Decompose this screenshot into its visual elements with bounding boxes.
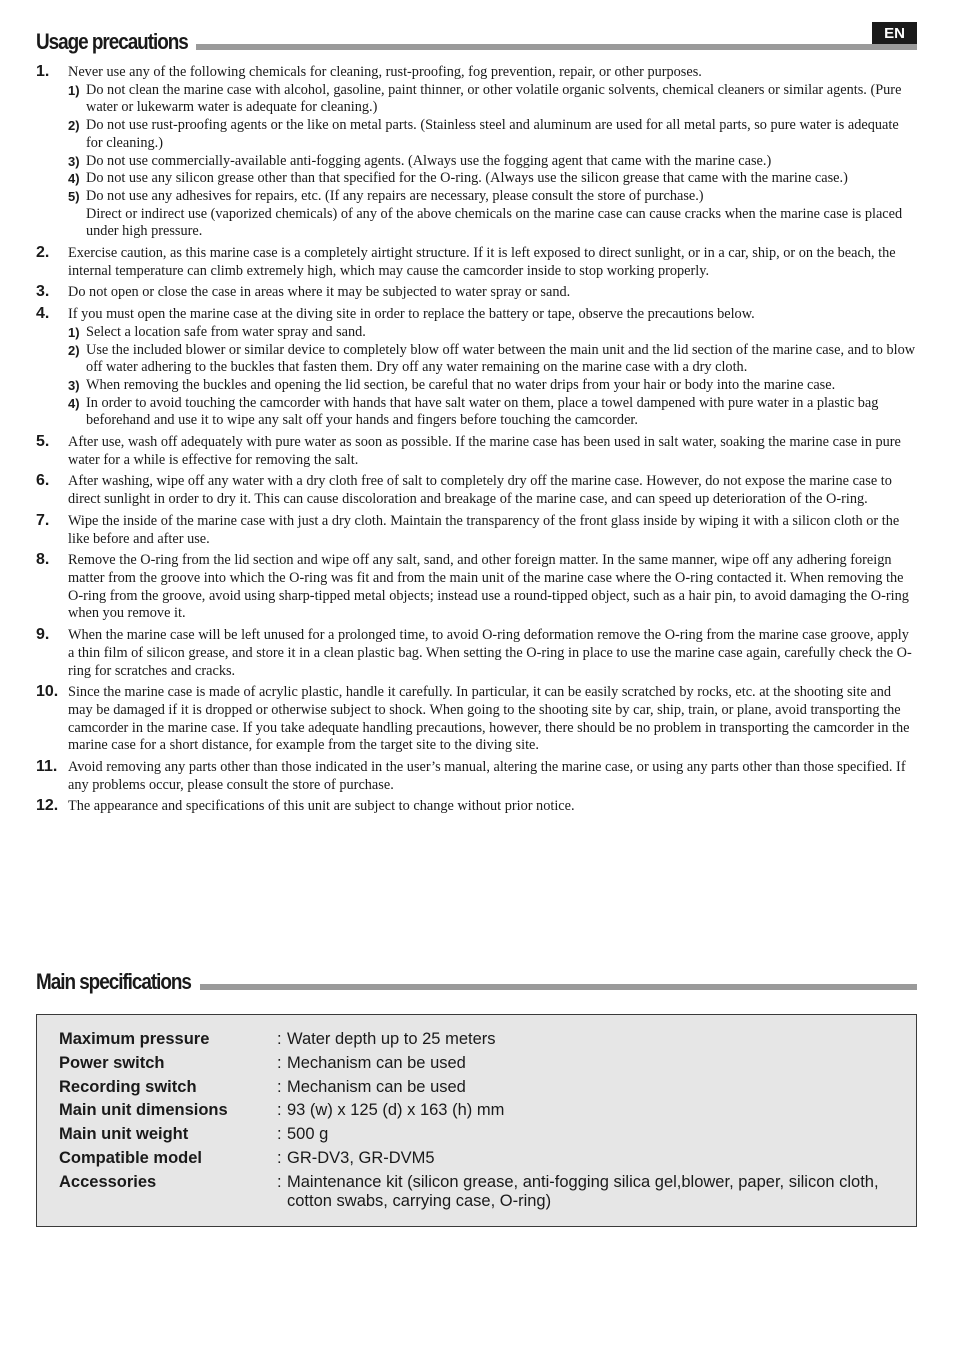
precaution-text: After washing, wipe off any water with a dry cloth free of salt to completely dry off the marine case. However, do not expose the marine case to direct sunlight in order to dry it. This can cause discoloration and breakage of the marine case, and can speed up deterioration of the O-ring.	[68, 473, 892, 508]
subitem-number: 4)	[68, 395, 80, 411]
precaution-item	[36, 552, 918, 623]
precaution-text: The appearance and specifications of this unit are subject to change without prior notice.	[68, 798, 575, 815]
precaution-subitem	[68, 377, 918, 395]
precaution-note: Direct or indirect use (vaporized chemicals) of any of the above chemicals on the marine case can cause cracks when the marine case is placed under high pressure.	[86, 205, 903, 240]
precaution-text: Exercise caution, as this marine case is a completely airtight structure. If it is left exposed to direct sunlight, or in a car, ship, or on the beach, the internal temperature can climb extremely high, which may cause the camcorder inside to stop working properly.	[68, 245, 896, 279]
spec-row	[59, 1173, 916, 1216]
precaution-text: When the marine case will be left unused for a prolonged time, to avoid O-ring deformation remove the O-ring from the marine case groove, apply a thin film of silicon grease, and store it in a clean plastic bag. When setting the O-ring in place to use the marine case again, carefully check the O-ring for scratches and cracks.	[68, 627, 912, 679]
precaution-text: Remove the O-ring from the lid section and wipe off any salt, sand, and other foreign matter. In the same manner, wipe off any adhering foreign matter from the groove into which the O-ring was fit and from the main unit of the marine case where the O-ring contacted it. When removing the O-ring from the groove, avoid using sharp-tipped metal objects; instead use a round-tipped object, such as a hair pin, to avoid damaging the O-ring when you remove it.	[68, 552, 909, 622]
precaution-item	[36, 759, 918, 794]
usage-precautions-header	[36, 24, 917, 54]
main-specifications-title: Main specifications	[36, 969, 191, 994]
precaution-item	[36, 798, 918, 816]
precaution-item	[36, 627, 918, 680]
precaution-item	[36, 434, 918, 469]
precaution-number: 9.	[36, 626, 50, 644]
precaution-subitem	[68, 188, 918, 206]
subitem-text: Do not use any silicon grease other than that specified for the O-ring. (Always use the silicon grease that came with the marine case.)	[86, 170, 848, 187]
subitem-text: Do not clean the marine case with alcohol, gasoline, paint thinner, or other volatile organic solvents, chemical cleaners or similar agents. (Pure water or lukewarm water is adequate for cleaning.)	[86, 81, 902, 116]
spec-value-cell	[277, 1078, 916, 1102]
spec-colon: :	[277, 1030, 282, 1048]
precaution-number: 11.	[36, 758, 58, 776]
precaution-item	[36, 473, 918, 508]
spec-colon: :	[277, 1053, 282, 1072]
precaution-text: Since the marine case is made of acrylic plastic, handle it carefully. In particular, it can be easily scratched by rocks, etc. at the shooting site and may be damaged if it is dropped or otherwise subject to shock. When going to the shooting site by car, ship, train, or plane, avoid transporting the camcorder in the marine case. If you take adequate handling precautions, however, there should be no problem in transporting the camcorder in the marine case for a short distance, for example from the target site to the diving site.	[68, 684, 910, 754]
spec-value-cell	[277, 1125, 916, 1149]
spec-row	[59, 1101, 916, 1125]
subitem-number: 3)	[68, 377, 80, 393]
subitem-text: Use the included blower or similar device to completely blow off water between the main unit and the lid section of the marine case, and to blow off water adhering to the buckles that fasten them. Dry off any water remaining on the marine case with a dry cloth.	[86, 341, 916, 376]
spec-label: Main unit dimensions	[59, 1101, 228, 1120]
subitem-number: 1)	[68, 324, 80, 340]
precaution-subitem	[68, 324, 918, 342]
precaution-number: 8.	[36, 551, 50, 569]
precaution-subitem	[68, 395, 918, 430]
subitem-number: 1)	[68, 82, 80, 98]
precaution-subitem	[68, 82, 918, 117]
spec-value-cell	[277, 1149, 916, 1173]
precaution-number: 12.	[36, 797, 59, 815]
precaution-number: 6.	[36, 472, 50, 490]
precaution-item	[36, 684, 918, 755]
precaution-number: 4.	[36, 305, 50, 323]
spec-value-cell	[277, 1054, 916, 1078]
spec-colon: :	[277, 1125, 282, 1144]
spec-row	[59, 1054, 916, 1078]
precaution-subitem	[68, 117, 918, 152]
spec-value: Mechanism can be used	[287, 1053, 466, 1072]
section-divider	[196, 44, 917, 50]
usage-precautions-list	[36, 64, 918, 820]
spec-row	[59, 1125, 916, 1149]
spec-label: Recording switch	[59, 1077, 197, 1096]
subitem-number: 3)	[68, 153, 80, 169]
spec-label: Accessories	[59, 1172, 157, 1191]
subitem-text: Do not use any adhesives for repairs, etc. (If any repairs are necessary, please consult the store of purchase.)	[86, 187, 704, 204]
precaution-number: 7.	[36, 511, 50, 529]
precaution-item	[36, 284, 918, 302]
spec-value: GR-DV3, GR-DVM5	[287, 1148, 435, 1167]
spec-value-cell	[277, 1173, 916, 1216]
spec-label: Main unit weight	[59, 1125, 189, 1144]
specifications-table	[59, 1030, 916, 1216]
language-badge: EN	[872, 22, 917, 46]
precaution-text: Do not open or close the case in areas where it may be subjected to water spray or sand.	[68, 284, 571, 301]
precaution-number: 10.	[36, 683, 59, 701]
subitem-number: 4)	[68, 171, 80, 187]
precaution-number: 1.	[36, 63, 50, 80]
spec-label: Maximum pressure	[59, 1030, 210, 1048]
spec-value-cell	[277, 1101, 916, 1125]
precaution-text: Wipe the inside of the marine case with just a dry cloth. Maintain the transparency of the front glass inside by wiping it with a silicon cloth or the like before and after use.	[68, 512, 900, 547]
precaution-subitem	[68, 170, 918, 188]
usage-precautions-title: Usage precautions	[36, 29, 188, 54]
precaution-item	[36, 245, 918, 280]
subitem-number: 2)	[68, 342, 80, 358]
subitem-text: Select a location safe from water spray and sand.	[86, 323, 366, 340]
spec-label: Compatible model	[59, 1148, 203, 1167]
section-divider	[200, 984, 917, 990]
spec-value: Maintenance kit (silicon grease, anti-fogging silica gel,blower, paper, silicon cloth, cotton swabs, carrying case, O-ring)	[287, 1172, 879, 1211]
subitem-number: 2)	[68, 118, 80, 134]
spec-value: 500 g	[287, 1125, 329, 1144]
spec-value: Mechanism can be used	[287, 1077, 466, 1096]
subitem-text: Do not use commercially-available anti-fogging agents. (Always use the fogging agent that came with the marine case.)	[86, 152, 772, 169]
spec-row	[59, 1030, 916, 1054]
main-specifications-header	[36, 964, 917, 994]
specifications-box	[36, 1014, 917, 1227]
spec-colon: :	[277, 1172, 282, 1191]
precaution-text: After use, wash off adequately with pure water as soon as possible. If the marine case has been used in salt water, soaking the marine case in pure water for a while is effective for removing the salt.	[68, 434, 901, 468]
spec-value-cell	[277, 1030, 916, 1054]
precaution-item	[36, 64, 918, 241]
subitem-number: 5)	[68, 188, 80, 204]
spec-value: Water depth up to 25 meters	[287, 1030, 496, 1048]
spec-row	[59, 1078, 916, 1102]
precaution-number: 2.	[36, 244, 50, 262]
precaution-text: Avoid removing any parts other than those indicated in the user’s manual, altering the marine case, or using any parts other than those specified. If any problems occur, please consult the store of purchase.	[68, 759, 906, 793]
subitem-text: In order to avoid touching the camcorder with hands that have salt water on them, place a towel dampened with pure water in a plastic bag beforehand and use it to wipe any salt off your hands and fingers before touching the camcorder.	[86, 394, 879, 429]
subitem-text: Do not use rust-proofing agents or the like on metal parts. (Stainless steel and aluminum are used for all metal parts, so pure water is adequate for cleaning.)	[86, 117, 899, 151]
precaution-text: If you must open the marine case at the diving site in order to replace the battery or tape, observe the precautions below.	[68, 306, 755, 323]
subitem-text: When removing the buckles and opening the lid section, be careful that no water drips from your hair or body into the marine case.	[86, 376, 836, 393]
spec-colon: :	[277, 1101, 282, 1120]
spec-row	[59, 1149, 916, 1173]
spec-value: 93 (w) x 125 (d) x 163 (h) mm	[287, 1101, 505, 1120]
precaution-text: Never use any of the following chemicals for cleaning, rust-proofing, fog prevention, repair, or other purposes.	[68, 64, 702, 80]
precaution-subitem	[68, 342, 918, 377]
precaution-item	[36, 513, 918, 548]
spec-label: Power switch	[59, 1053, 165, 1072]
precaution-subitem	[68, 153, 918, 171]
precaution-item	[36, 306, 918, 430]
precaution-number: 5.	[36, 433, 50, 451]
precaution-number: 3.	[36, 283, 50, 301]
spec-colon: :	[277, 1148, 282, 1167]
spec-colon: :	[277, 1077, 282, 1096]
